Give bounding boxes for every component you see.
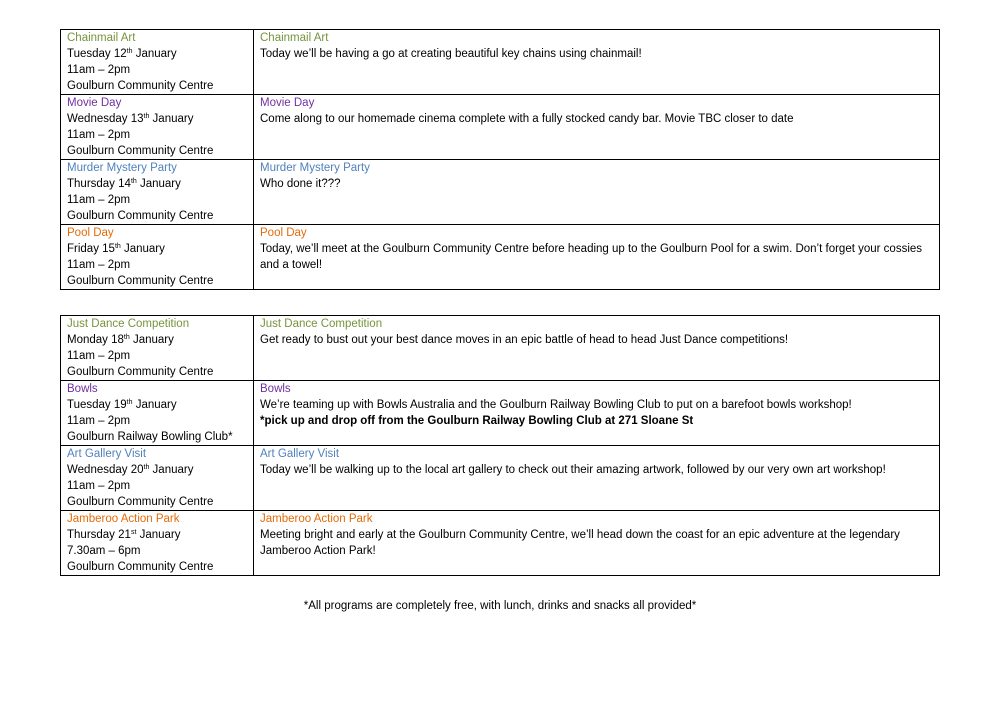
event-day-ordinal: th bbox=[114, 243, 121, 250]
event-description: Meeting bright and early at the Goulburn Community Centre, we’ll head down the coast for an epic adventure at the legendary Jamberoo Action Park! bbox=[260, 529, 900, 557]
event-day-ordinal: th bbox=[130, 178, 137, 185]
event-row bbox=[61, 95, 940, 160]
event-day-ordinal: th bbox=[143, 113, 150, 120]
event-title-repeat: Chainmail Art bbox=[260, 32, 329, 44]
event-time: 11am – 2pm bbox=[67, 350, 131, 362]
event-row bbox=[61, 225, 940, 290]
event-row bbox=[61, 511, 940, 576]
event-month: January bbox=[132, 399, 177, 411]
event-description-cell bbox=[254, 95, 940, 160]
event-date bbox=[67, 46, 247, 62]
event-title-repeat: Art Gallery Visit bbox=[260, 448, 340, 460]
event-info-cell bbox=[61, 160, 254, 225]
event-date bbox=[67, 462, 247, 478]
event-month: January bbox=[149, 464, 194, 476]
event-info-cell bbox=[61, 95, 254, 160]
event-date bbox=[67, 527, 247, 543]
event-month: January bbox=[149, 113, 194, 125]
schedule-table-week-2 bbox=[60, 315, 940, 576]
event-row bbox=[61, 160, 940, 225]
event-description-cell bbox=[254, 225, 940, 290]
event-day: Friday 15 bbox=[67, 243, 115, 255]
event-day-ordinal: th bbox=[126, 48, 133, 55]
event-title: Chainmail Art bbox=[67, 32, 136, 44]
event-date bbox=[67, 241, 247, 257]
event-description-cell bbox=[254, 381, 940, 446]
event-location: Goulburn Community Centre bbox=[67, 561, 214, 573]
event-month: January bbox=[120, 243, 165, 255]
event-month: January bbox=[129, 334, 174, 346]
event-month: January bbox=[136, 178, 181, 190]
event-month: January bbox=[136, 529, 181, 541]
event-location: Goulburn Community Centre bbox=[67, 275, 214, 287]
event-title: Pool Day bbox=[67, 227, 114, 239]
event-description-cell bbox=[254, 511, 940, 576]
event-day-ordinal: th bbox=[126, 399, 133, 406]
event-title: Murder Mystery Party bbox=[67, 162, 177, 174]
event-row bbox=[61, 316, 940, 381]
event-row bbox=[61, 446, 940, 511]
event-description: We’re teaming up with Bowls Australia and the Goulburn Railway Bowling Club to put on a barefoot bowls workshop! bbox=[260, 399, 852, 411]
event-description: Who done it??? bbox=[260, 178, 341, 190]
event-day: Wednesday 13 bbox=[67, 113, 144, 125]
event-info-cell bbox=[61, 316, 254, 381]
event-time: 11am – 2pm bbox=[67, 194, 131, 206]
event-title: Jamberoo Action Park bbox=[67, 513, 180, 525]
event-info-cell bbox=[61, 446, 254, 511]
event-description: Get ready to bust out your best dance moves in an epic battle of head to head Just Dance competitions! bbox=[260, 334, 789, 346]
event-description: Today we’ll be having a go at creating beautiful key chains using chainmail! bbox=[260, 48, 642, 60]
event-location: Goulburn Community Centre bbox=[67, 80, 214, 92]
event-date bbox=[67, 332, 247, 348]
event-title: Bowls bbox=[67, 383, 98, 395]
event-info-cell bbox=[61, 225, 254, 290]
event-row bbox=[61, 30, 940, 95]
footer-note: *All programs are completely free, with lunch, drinks and snacks all provided* bbox=[303, 600, 697, 612]
event-day: Thursday 21 bbox=[67, 529, 131, 541]
event-location: Goulburn Community Centre bbox=[67, 145, 214, 157]
event-title: Just Dance Competition bbox=[67, 318, 190, 330]
event-description-cell bbox=[254, 446, 940, 511]
event-time: 11am – 2pm bbox=[67, 415, 131, 427]
event-title-repeat: Jamberoo Action Park bbox=[260, 513, 373, 525]
event-title: Art Gallery Visit bbox=[67, 448, 147, 460]
event-title-repeat: Movie Day bbox=[260, 97, 315, 109]
event-location: Goulburn Community Centre bbox=[67, 366, 214, 378]
event-info-cell bbox=[61, 30, 254, 95]
event-description-cell bbox=[254, 316, 940, 381]
event-title-repeat: Murder Mystery Party bbox=[260, 162, 370, 174]
event-title-repeat: Bowls bbox=[260, 383, 291, 395]
schedule-table-week-1 bbox=[60, 29, 940, 290]
event-time: 11am – 2pm bbox=[67, 259, 131, 271]
event-description: Today, we’ll meet at the Goulburn Community Centre before heading up to the Goulburn Pool for a swim. Don’t forget your cossies and a towel! bbox=[260, 243, 923, 271]
event-title-repeat: Just Dance Competition bbox=[260, 318, 383, 330]
event-day: Thursday 14 bbox=[67, 178, 131, 190]
event-time: 7.30am – 6pm bbox=[67, 545, 141, 557]
event-time: 11am – 2pm bbox=[67, 129, 131, 141]
event-title: Movie Day bbox=[67, 97, 122, 109]
event-day-ordinal: st bbox=[130, 529, 137, 536]
event-description-cell bbox=[254, 30, 940, 95]
event-title-repeat: Pool Day bbox=[260, 227, 307, 239]
event-day: Wednesday 20 bbox=[67, 464, 144, 476]
event-time: 11am – 2pm bbox=[67, 480, 131, 492]
event-note: *pick up and drop off from the Goulburn Railway Bowling Club at 271 Sloane St bbox=[260, 415, 694, 427]
event-month: January bbox=[132, 48, 177, 60]
event-day: Tuesday 12 bbox=[67, 48, 127, 60]
event-description-cell bbox=[254, 160, 940, 225]
event-day-ordinal: th bbox=[143, 464, 150, 471]
event-day: Monday 18 bbox=[67, 334, 124, 346]
event-row bbox=[61, 381, 940, 446]
schedule-body-week-2 bbox=[61, 316, 940, 576]
event-info-cell bbox=[61, 381, 254, 446]
event-date bbox=[67, 176, 247, 192]
event-description: Come along to our homemade cinema complete with a fully stocked candy bar. Movie TBC closer to date bbox=[260, 113, 794, 125]
event-location: Goulburn Community Centre bbox=[67, 496, 214, 508]
event-date bbox=[67, 111, 247, 127]
event-info-cell bbox=[61, 511, 254, 576]
event-location: Goulburn Community Centre bbox=[67, 210, 214, 222]
event-date bbox=[67, 397, 247, 413]
event-day: Tuesday 19 bbox=[67, 399, 127, 411]
schedule-body-week-1 bbox=[61, 30, 940, 290]
event-location: Goulburn Railway Bowling Club* bbox=[67, 431, 233, 443]
event-description: Today we’ll be walking up to the local art gallery to check out their amazing artwork, followed by our very own art workshop! bbox=[260, 464, 886, 476]
event-day-ordinal: th bbox=[123, 334, 130, 341]
event-time: 11am – 2pm bbox=[67, 64, 131, 76]
